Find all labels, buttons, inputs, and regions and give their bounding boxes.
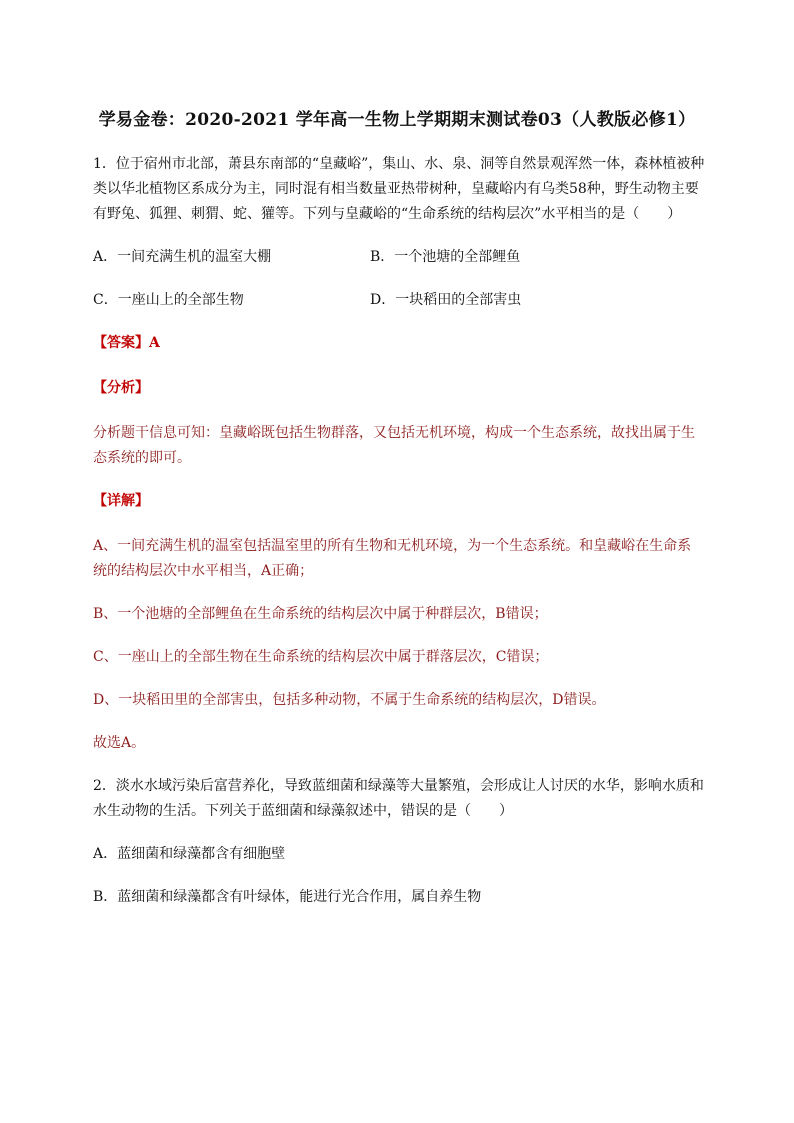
option-a: A．一间充满生机的温室大棚 — [93, 249, 272, 265]
detail-c: C、一座山上的全部生物在生命系统的结构层次中属于群落层次，C错误； — [93, 649, 549, 665]
question-2-option-b: B．蓝细菌和绿藻都含有叶绿体，能进行光合作用，属自养生物 — [93, 889, 482, 905]
detail-d: D、一块稻田里的全部害虫，包括多种动物，不属于生命系统的结构层次，D错误。 — [93, 692, 606, 708]
question-2-stem: 2．淡水水域污染后富营养化，导致蓝细菌和绿藻等大量繁殖，会形成让人讨厌的水华，影响水质和水生动物的生活。下列关于蓝细菌和绿藻叙述中，错误的是（ ） — [93, 778, 704, 819]
question-1-stem: 1．位于宿州市北部，萧县东南部的“皇藏峪”，集山、水、泉、洞等自然景观浑然一体，森林植被种类以华北植物区系成分为主，同时混有相当数量亚热带树种，皇藏峪内有乌类58种，野生动物主要有野兔、狐狸、刺猬、蛇、獾等。下列与皇藏峪的“生命系统的结构层次”水平相当的是（ ） — [93, 156, 705, 222]
question-2-option-a: A．蓝细菌和绿藻都含有细胞壁 — [93, 846, 286, 862]
answer-value: A — [149, 335, 160, 351]
question-1-options-row-2 — [93, 288, 705, 313]
detail-b: B、一个池塘的全部鲤鱼在生命系统的结构层次中属于种群层次，B错误； — [93, 606, 548, 622]
answer-label: 【答案】 — [93, 335, 149, 351]
detail-a: A、一间充满生机的温室包括温室里的所有生物和无机环境，为一个生态系统。和皇藏峪在生命系统的结构层次中水平相当，A正确； — [93, 538, 692, 579]
answer-line — [93, 331, 705, 356]
exam-content — [93, 152, 705, 928]
option-d: D．一块稻田的全部害虫 — [370, 292, 522, 308]
detail-label: 【详解】 — [93, 493, 149, 509]
option-c: C．一座山上的全部生物 — [93, 292, 244, 308]
question-1-options-row-1 — [93, 245, 705, 270]
page-title: 学易金卷：2020-2021 学年高一生物上学期期末测试卷03（人教版必修1） — [98, 110, 696, 130]
option-b: B．一个池塘的全部鲤鱼 — [370, 249, 521, 265]
analysis-label: 【分析】 — [93, 380, 149, 396]
conclusion: 故选A。 — [93, 735, 146, 751]
analysis-text: 分析题干信息可知：皇藏峪既包括生物群落，又包括无机环境，构成一个生态系统，故找出属于生态系统的即可。 — [93, 425, 695, 466]
